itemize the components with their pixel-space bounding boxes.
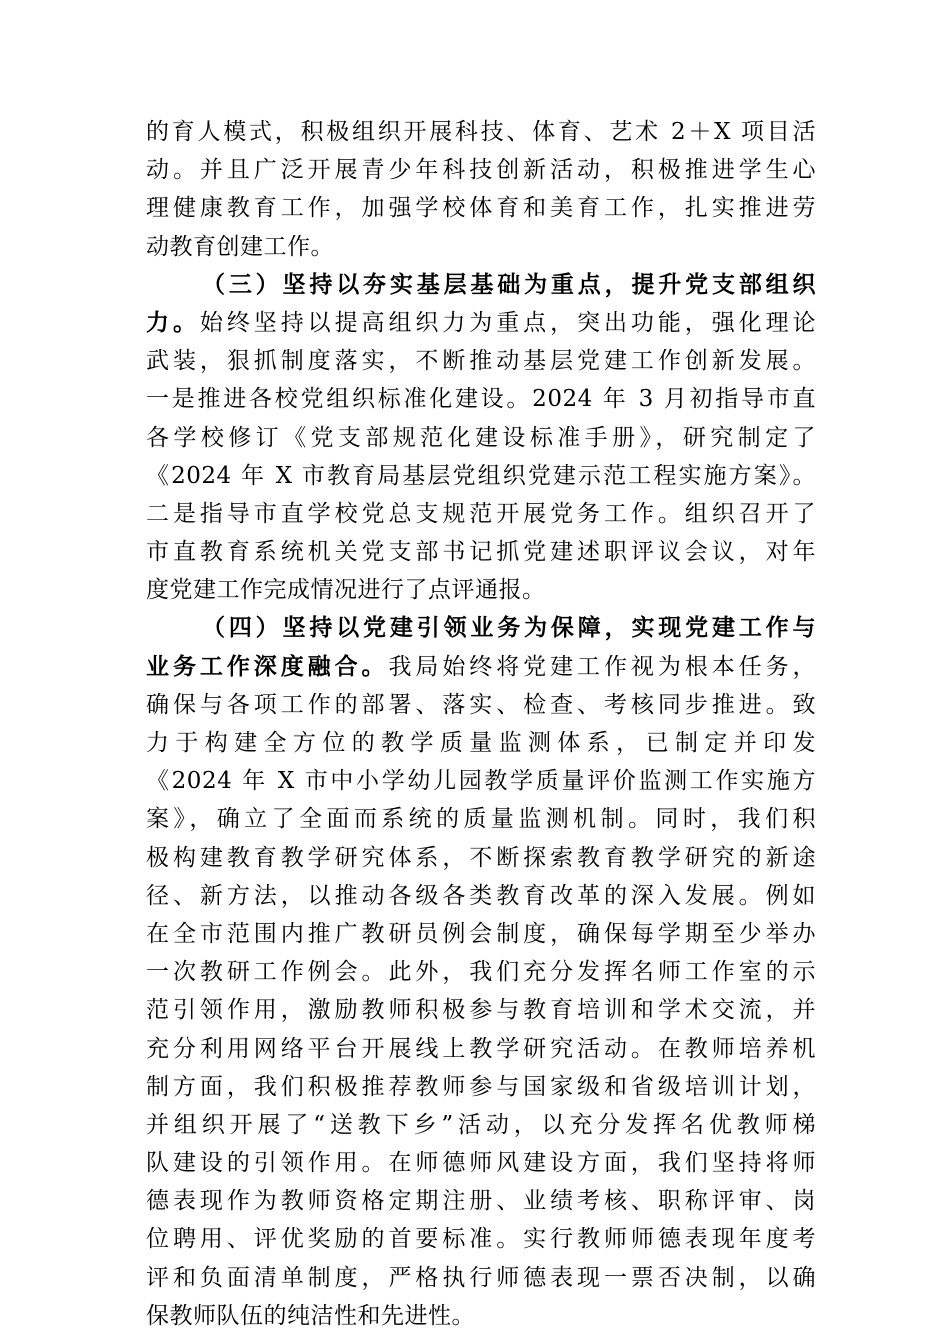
text-line: 制方面，我们积极推荐教师参与国家级和省级培训计划， (146, 1073, 816, 1100)
line-body: 始终坚持以提高组织力为重点，突出功能，强化理论 (199, 309, 816, 336)
text-line: 保教师队伍的纯洁性和先进性。 (146, 1302, 475, 1329)
text-line: 评和负面清单制度，严格执行师德表现一票否决制，以确 (146, 1264, 816, 1291)
text-line: 范引领作用，激励教师积极参与教育培训和学术交流，并 (146, 997, 816, 1024)
text-line: 案》，确立了全面而系统的质量监测机制。同时，我们积 (146, 806, 816, 833)
line-body: 我局始终将党建工作视为根本任务， (388, 653, 816, 680)
text-line: 一是推进各校党组织标准化建设。2024 年 3 月初指导市直 (146, 386, 816, 413)
body-text (146, 113, 816, 1335)
text-line: 德表现作为教师资格定期注册、业绩考核、职称评审、岗 (146, 1188, 816, 1215)
text-line: 《2024 年 X 市教育局基层党组织党建示范工程实施方案》。 (146, 462, 816, 489)
text-line: 二是指导市直学校党总支规范开展党务工作。组织召开了 (146, 500, 816, 527)
section-heading-4: （四）坚持以党建引领业务为保障，实现党建工作与 (202, 614, 816, 642)
text-line: 市直教育系统机关党支部书记抓党建述职评议会议，对年 (146, 539, 816, 566)
heading-continuation: 业务工作深度融合。 (146, 652, 389, 680)
text-line: 武装，狠抓制度落实，不断推动基层党建工作创新发展。 (146, 348, 816, 375)
text-line: 的育人模式，积极组织开展科技、体育、艺术 2＋X 项目活 (146, 119, 816, 145)
text-line (146, 304, 816, 342)
text-line: 位聘用、评优奖励的首要标准。实行教师师德表现年度考 (146, 1226, 816, 1253)
text-line: 动教育创建工作。 (146, 233, 334, 260)
text-line: 充分利用网络平台开展线上教学研究活动。在教师培养机 (146, 1035, 816, 1062)
text-line: 力于构建全方位的教学质量监测体系，已制定并印发 (146, 730, 816, 756)
text-line: 各学校修订《党支部规范化建设标准手册》，研究制定了 (146, 424, 816, 451)
text-line: 度党建工作完成情况进行了点评通报。 (146, 577, 546, 604)
text-line: 理健康教育工作，加强学校体育和美育工作，扎实推进劳 (146, 195, 816, 222)
text-line: 确保与各项工作的部署、落实、检查、考核同步推进。致 (146, 691, 816, 718)
text-line: 《2024 年 X 市中小学幼儿园教学质量评价监测工作实施方 (146, 768, 816, 795)
heading-continuation: 力。 (146, 308, 200, 336)
text-line: 动。并且广泛开展青少年科技创新活动，积极推进学生心 (146, 157, 816, 184)
section-heading-3: （三）坚持以夯实基层基础为重点，提升党支部组织 (202, 270, 816, 298)
text-line (146, 648, 816, 686)
text-line: 队建设的引领作用。在师德师风建设方面，我们坚持将师 (146, 1150, 816, 1177)
text-line: 在全市范围内推广教研员例会制度，确保每学期至少举办 (146, 920, 816, 947)
text-line: 径、新方法，以推动各级各类教育改革的深入发展。例如 (146, 882, 816, 909)
text-line: 一次教研工作例会。此外，我们充分发挥名师工作室的示 (146, 959, 816, 986)
text-line: 极构建教育教学研究体系，不断探索教育教学研究的新途 (146, 844, 816, 871)
text-line: 并组织开展了“送教下乡”活动，以充分发挥名优教师梯 (146, 1111, 816, 1138)
